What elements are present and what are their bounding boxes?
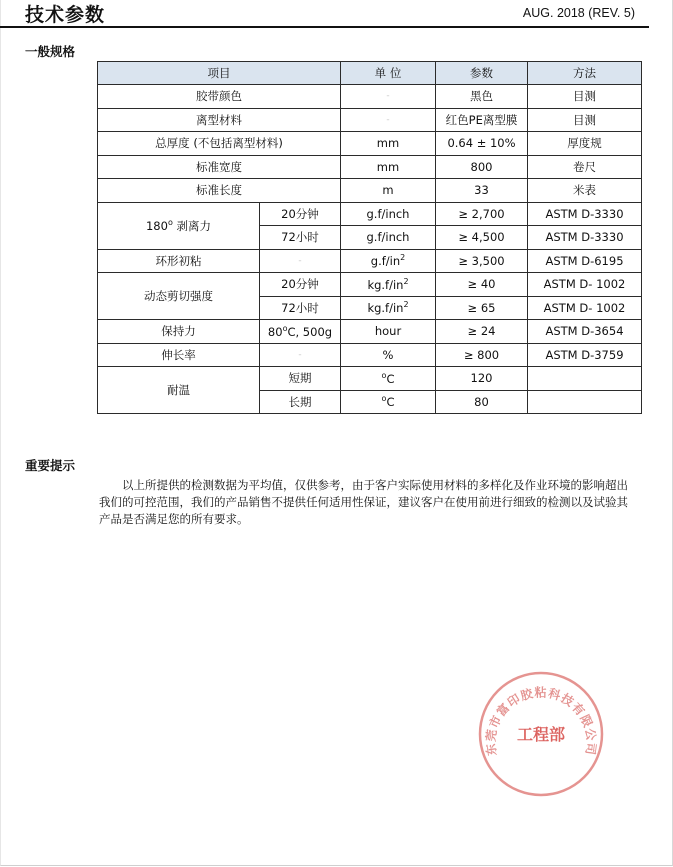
cell-method: ASTM D- 1002 — [528, 273, 642, 297]
notice-text: 以上所提供的检测数据为平均值，仅供参考，由于客户实际使用材料的多样化及作业环境的影响超出我们的可控范围，我们的产品销售不提供任何适用性保证，建议客户在使用前进行细致的检测以及试验其产品是否满足您的所有要求。 — [99, 478, 628, 526]
table-row — [98, 367, 642, 391]
revision-label: AUG. 2018 (REV. 5) — [522, 6, 635, 20]
table-row — [98, 179, 642, 203]
cell-method: ASTM D- 1002 — [528, 296, 642, 320]
cell-item: 动态剪切强度 — [98, 273, 260, 320]
cell-value: ≥ 24 — [436, 320, 528, 344]
cell-unit: $kg.f/in^2$ — [341, 273, 436, 297]
cell-item: 标准长度 — [98, 179, 341, 203]
cell-method: ASTM D-3330 — [528, 202, 642, 226]
cell-item: 总厚度 (不包括离型材料) — [98, 132, 341, 156]
cell-value: 800 — [436, 155, 528, 179]
cell-method — [528, 390, 642, 414]
cell-item: 离型材料 — [98, 108, 341, 132]
cell-method: ASTM D-3330 — [528, 226, 642, 250]
cell-method: ASTM D-6195 — [528, 249, 642, 273]
cell-value: ≥ 3,500 — [436, 249, 528, 273]
cell-unit: $kg.f/in^2$ — [341, 296, 436, 320]
col-header-method: 方法 — [528, 62, 642, 85]
cell-condition: 72小时 — [260, 296, 341, 320]
cell-condition: 20分钟 — [260, 202, 341, 226]
cell-condition: - — [260, 249, 341, 273]
col-header-unit: 单 位 — [341, 62, 436, 85]
cell-condition: 80$^o$C, 500g — [260, 320, 341, 344]
cell-unit: mm — [341, 155, 436, 179]
cell-value: 120 — [436, 367, 528, 391]
header — [0, 0, 649, 28]
stamp-center-text: 工程部 — [516, 725, 566, 744]
cell-unit: - — [341, 85, 436, 109]
cell-item: 耐温 — [98, 367, 260, 414]
cell-condition: 20分钟 — [260, 273, 341, 297]
cell-value: 33 — [436, 179, 528, 203]
table-row — [98, 155, 642, 179]
col-header-value: 参数 — [436, 62, 528, 85]
cell-value: 黑色 — [436, 85, 528, 109]
cell-condition: 长期 — [260, 390, 341, 414]
cell-method: 米表 — [528, 179, 642, 203]
cell-value: 80 — [436, 390, 528, 414]
table-row — [98, 202, 642, 226]
company-stamp — [477, 670, 605, 798]
cell-condition: 72小时 — [260, 226, 341, 250]
table-row — [98, 273, 642, 297]
cell-condition: 短期 — [260, 367, 341, 391]
cell-method — [528, 367, 642, 391]
cell-method: 目测 — [528, 108, 642, 132]
cell-item: 保持力 — [98, 320, 260, 344]
cell-method: 厚度规 — [528, 132, 642, 156]
cell-method: 卷尺 — [528, 155, 642, 179]
cell-value: ≥ 40 — [436, 273, 528, 297]
table-row — [98, 132, 642, 156]
cell-unit: $g.f/in^2$ — [341, 249, 436, 273]
cell-method: 目测 — [528, 85, 642, 109]
cell-unit: $^o$C — [341, 390, 436, 414]
cell-unit: mm — [341, 132, 436, 156]
cell-value: 0.64 ± 10% — [436, 132, 528, 156]
table-row — [98, 249, 642, 273]
table-row — [98, 85, 642, 109]
cell-unit: $^o$C — [341, 367, 436, 391]
notice-title: 重要提示 — [25, 458, 76, 473]
cell-value: ≥ 4,500 — [436, 226, 528, 250]
col-header-item: 项目 — [98, 62, 341, 85]
table-row — [98, 108, 642, 132]
cell-value: ≥ 800 — [436, 343, 528, 367]
table-row — [98, 343, 642, 367]
cell-item: 胶带颜色 — [98, 85, 341, 109]
cell-value: ≥ 2,700 — [436, 202, 528, 226]
cell-method: ASTM D-3654 — [528, 320, 642, 344]
stamp-ring-text: 东莞市富印胶粘科技有限公司 — [483, 685, 599, 757]
cell-item: 伸长率 — [98, 343, 260, 367]
cell-method: ASTM D-3759 — [528, 343, 642, 367]
cell-item: 180$^o$ 剥离力 — [98, 202, 260, 249]
table-header-row — [98, 62, 642, 85]
spec-table — [97, 61, 642, 414]
cell-item: 标准宽度 — [98, 155, 341, 179]
cell-unit: m — [341, 179, 436, 203]
cell-unit: g.f/inch — [341, 202, 436, 226]
general-spec-title: 一般规格 — [25, 44, 76, 59]
page-title: 技术参数 — [25, 4, 106, 26]
cell-unit: - — [341, 108, 436, 132]
table-row — [98, 320, 642, 344]
cell-value: 红色PE离型膜 — [436, 108, 528, 132]
cell-unit: hour — [341, 320, 436, 344]
cell-unit: g.f/inch — [341, 226, 436, 250]
cell-item: 环形初粘 — [98, 249, 260, 273]
cell-condition: - — [260, 343, 341, 367]
cell-value: ≥ 65 — [436, 296, 528, 320]
cell-unit: % — [341, 343, 436, 367]
